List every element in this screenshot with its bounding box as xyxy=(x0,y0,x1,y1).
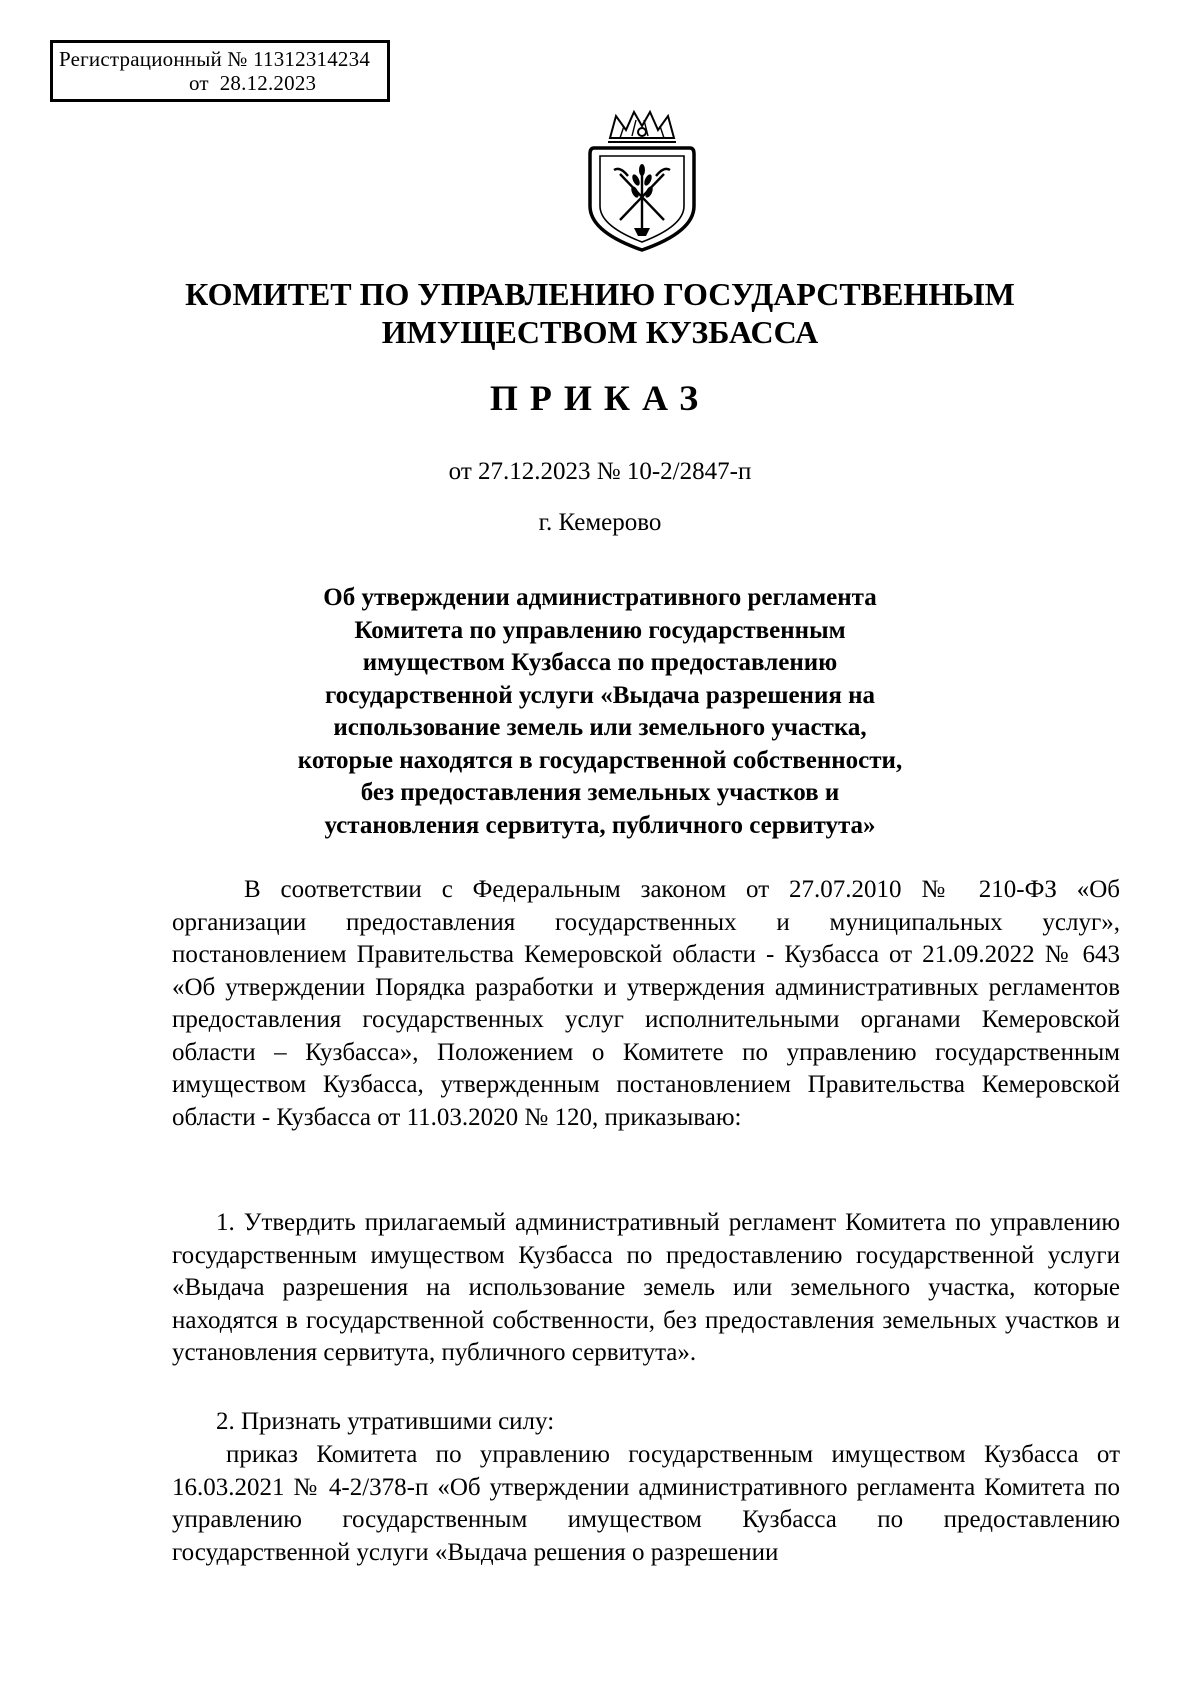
organization-title xyxy=(0,275,1200,351)
document-subject xyxy=(230,582,970,842)
subject-line: установления сервитута, публичного сервитута» xyxy=(324,811,876,839)
registration-date-label: от xyxy=(189,71,209,95)
subject-line: государственной услуги «Выдача разрешения на xyxy=(324,681,876,709)
registration-label: Регистрационный № xyxy=(59,47,248,71)
subject-line: имуществом Кузбасса по предоставлению xyxy=(362,649,838,676)
preamble-paragraph: В соответствии с Федеральным законом от 27.07.2010 № 210-ФЗ «Об организации предоставления государственных и муниципальных услуг», постановлением Правительства Кемеровской области - Кузбасса от 21.09.2022 № 643 «Об утверждении Порядка разработки и утверждения административных регламентов предоставления государственных услуг исполнительными органами Кемеровской области – Кузбасса», Положением о Комитете по управлению государственным имуществом Кузбасса, утвержденным постановлением Правительства Кемеровской области - Кузбасса от 11.03.2020 № 120, приказываю: xyxy=(172,876,1120,1131)
subject-line: которые находятся в государственной собственности, xyxy=(297,746,903,774)
subject-line: без предоставления земельных участков и xyxy=(360,779,840,806)
document-date-number: от 27.12.2023 № 10-2/2847-п xyxy=(448,458,752,485)
order-item-2-text: приказ Комитета по управлению государственным имуществом Кузбасса от 16.03.2021 № 4-2/378-п «Об утверждении административного регламента Комитета по управлению государственным имуществом Кузбасса по предоставлению государственной услуги «Выдача решения о разрешении xyxy=(172,1441,1120,1566)
document-city: г. Кемерово xyxy=(538,509,662,536)
org-title-line-1: КОМИТЕТ ПО УПРАВЛЕНИЮ ГОСУДАРСТВЕННЫМ xyxy=(185,276,1015,312)
subject-line: использование земель или земельного участка, xyxy=(333,714,867,741)
registration-number: 11312314234 xyxy=(253,47,371,71)
kuzbass-coat-of-arms-icon xyxy=(580,108,704,254)
subject-line: Об утверждении административного регламента xyxy=(323,584,877,611)
registration-date-line xyxy=(59,71,387,95)
org-title-line-2: ИМУЩЕСТВОМ КУЗБАССА xyxy=(381,314,819,350)
registration-line xyxy=(59,47,387,71)
registration-date: 28.12.2023 xyxy=(219,71,317,95)
registration-stamp xyxy=(50,40,390,102)
order-item-1: 1. Утвердить прилагаемый административный регламент Комитета по управлению государственным имуществом Кузбасса по предоставлению государственной услуги «Выдача разрешения на использование земель или земельного участка, которые находятся в государственной собственности, без предоставления земельных участков и установления сервитута, публичного сервитута». xyxy=(172,1209,1120,1366)
order-item-2: 2. Признать утратившими силу: xyxy=(216,1408,555,1435)
document-type: ПРИКАЗ xyxy=(489,378,711,418)
subject-line: Комитета по управлению государственным xyxy=(354,616,846,644)
